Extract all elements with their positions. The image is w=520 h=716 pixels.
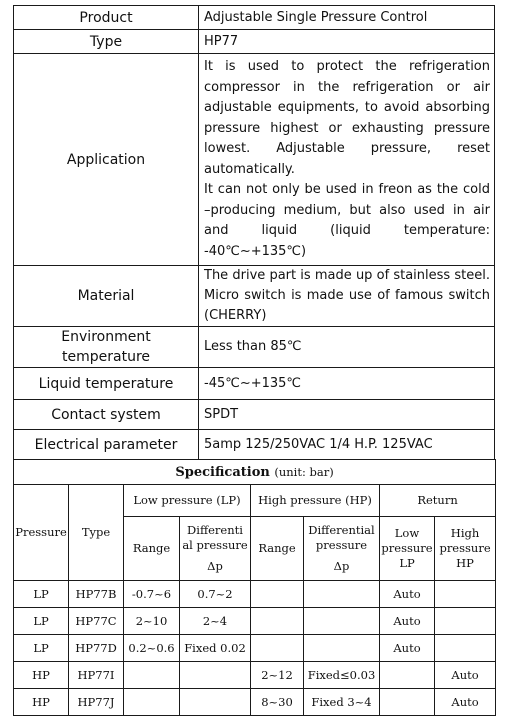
liquid-label: Liquid temperature (14, 368, 199, 400)
cell-pressure: HP (14, 689, 69, 716)
product-value: Adjustable Single Pressure Control (199, 6, 495, 30)
contact-label: Contact system (14, 400, 199, 430)
type-row (14, 30, 495, 54)
header-lp-diff-line-2: al pressure (182, 538, 248, 552)
cell-return-lp (380, 662, 435, 689)
spec-title (14, 460, 496, 485)
header-lp-diff (180, 517, 251, 581)
table-row (14, 662, 496, 689)
spec-title-text: Specification (175, 464, 270, 480)
environment-label-line-2: temperature (62, 349, 150, 365)
environment-value: Less than 85℃ (199, 327, 495, 368)
table-row (14, 689, 496, 716)
cell-return-hp: Auto (435, 689, 496, 716)
application-para-1: It is used to protect the refrigeration compressor in the refrigeration or air adjustable equipments, to avoid absorbing pressure highest or exhausting pressure lowest. Adjustable pressure, reset automatically. (204, 59, 490, 177)
cell-hp-range: 2~12 (251, 662, 304, 689)
header-return-low-line-1: Low (394, 526, 420, 540)
header-return-low (380, 517, 435, 581)
spec-title-row (14, 460, 496, 485)
header-return-high-line-2: pressure (439, 541, 491, 555)
product-label: Product (14, 6, 199, 30)
spec-unit: (unit: bar) (274, 464, 334, 479)
cell-lp-range (124, 689, 180, 716)
header-return: Return (380, 485, 496, 517)
cell-return-lp: Auto (380, 608, 435, 635)
type-value: HP77 (199, 30, 495, 54)
application-row (14, 54, 495, 266)
electrical-row (14, 430, 495, 460)
cell-type: HP77D (69, 635, 124, 662)
cell-hp-diff (304, 635, 380, 662)
header-lp-diff-line-1: Differenti (187, 523, 243, 537)
header-return-low-line-2: pressure (381, 541, 433, 555)
cell-return-hp (435, 581, 496, 608)
cell-lp-diff: 0.7~2 (180, 581, 251, 608)
cell-hp-diff (304, 581, 380, 608)
header-return-high-line-3: HP (456, 556, 474, 570)
header-return-low-line-3: LP (399, 556, 415, 570)
cell-lp-diff (180, 689, 251, 716)
cell-hp-range: 8~30 (251, 689, 304, 716)
cell-return-hp (435, 635, 496, 662)
cell-return-lp: Auto (380, 581, 435, 608)
cell-return-lp (380, 689, 435, 716)
cell-pressure: LP (14, 581, 69, 608)
material-value: The drive part is made up of stainless steel. Micro switch is made use of famous switch (CHERRY) (199, 266, 495, 327)
product-info-table (13, 5, 495, 460)
cell-return-lp: Auto (380, 635, 435, 662)
product-row (14, 6, 495, 30)
cell-lp-diff: 2~4 (180, 608, 251, 635)
cell-lp-diff (180, 662, 251, 689)
cell-lp-range: -0.7~6 (124, 581, 180, 608)
header-low-pressure: Low pressure (LP) (124, 485, 251, 517)
cell-pressure: LP (14, 635, 69, 662)
specification-table (13, 459, 496, 716)
header-type: Type (69, 485, 124, 581)
contact-row (14, 400, 495, 430)
header-high-pressure: High pressure (HP) (251, 485, 380, 517)
application-value (199, 54, 495, 266)
cell-return-hp: Auto (435, 662, 496, 689)
cell-return-hp (435, 608, 496, 635)
liquid-row (14, 368, 495, 400)
spec-group-header-row (14, 485, 496, 517)
cell-hp-diff (304, 608, 380, 635)
product-sheet (13, 5, 495, 716)
header-lp-diff-line-3: Δp (207, 559, 223, 573)
header-return-high-line-1: High (450, 526, 480, 540)
cell-hp-range (251, 635, 304, 662)
header-lp-range: Range (124, 517, 180, 581)
type-label: Type (14, 30, 199, 54)
cell-hp-diff: Fixed 3~4 (304, 689, 380, 716)
header-return-high (435, 517, 496, 581)
application-label: Application (14, 54, 199, 266)
table-row (14, 581, 496, 608)
header-hp-range: Range (251, 517, 304, 581)
liquid-value: -45℃~+135℃ (199, 368, 495, 400)
cell-lp-range: 0.2~0.6 (124, 635, 180, 662)
table-row (14, 608, 496, 635)
environment-row (14, 327, 495, 368)
cell-lp-diff: Fixed 0.02 (180, 635, 251, 662)
cell-type: HP77J (69, 689, 124, 716)
material-row (14, 266, 495, 327)
environment-label-line-1: Environment (61, 329, 151, 345)
cell-pressure: HP (14, 662, 69, 689)
electrical-label: Electrical parameter (14, 430, 199, 460)
cell-hp-range (251, 608, 304, 635)
cell-lp-range (124, 662, 180, 689)
header-hp-diff-line-2: pressure (315, 538, 368, 552)
header-pressure: Pressure (14, 485, 69, 581)
environment-label (14, 327, 199, 368)
header-hp-diff-line-1: Differential (308, 523, 375, 537)
cell-lp-range: 2~10 (124, 608, 180, 635)
cell-hp-range (251, 581, 304, 608)
header-hp-diff (304, 517, 380, 581)
electrical-value: 5amp 125/250VAC 1/4 H.P. 125VAC (199, 430, 495, 460)
cell-type: HP77C (69, 608, 124, 635)
header-hp-diff-line-3: Δp (333, 559, 350, 573)
material-label: Material (14, 266, 199, 327)
application-para-2: It can not only be used in freon as the cold –producing medium, but also used in air and liquid (liquid temperature: -40℃~+135℃) (204, 182, 490, 259)
contact-value: SPDT (199, 400, 495, 430)
cell-pressure: LP (14, 608, 69, 635)
cell-type: HP77B (69, 581, 124, 608)
table-row (14, 635, 496, 662)
cell-hp-diff: Fixed≤0.03 (304, 662, 380, 689)
cell-type: HP77I (69, 662, 124, 689)
